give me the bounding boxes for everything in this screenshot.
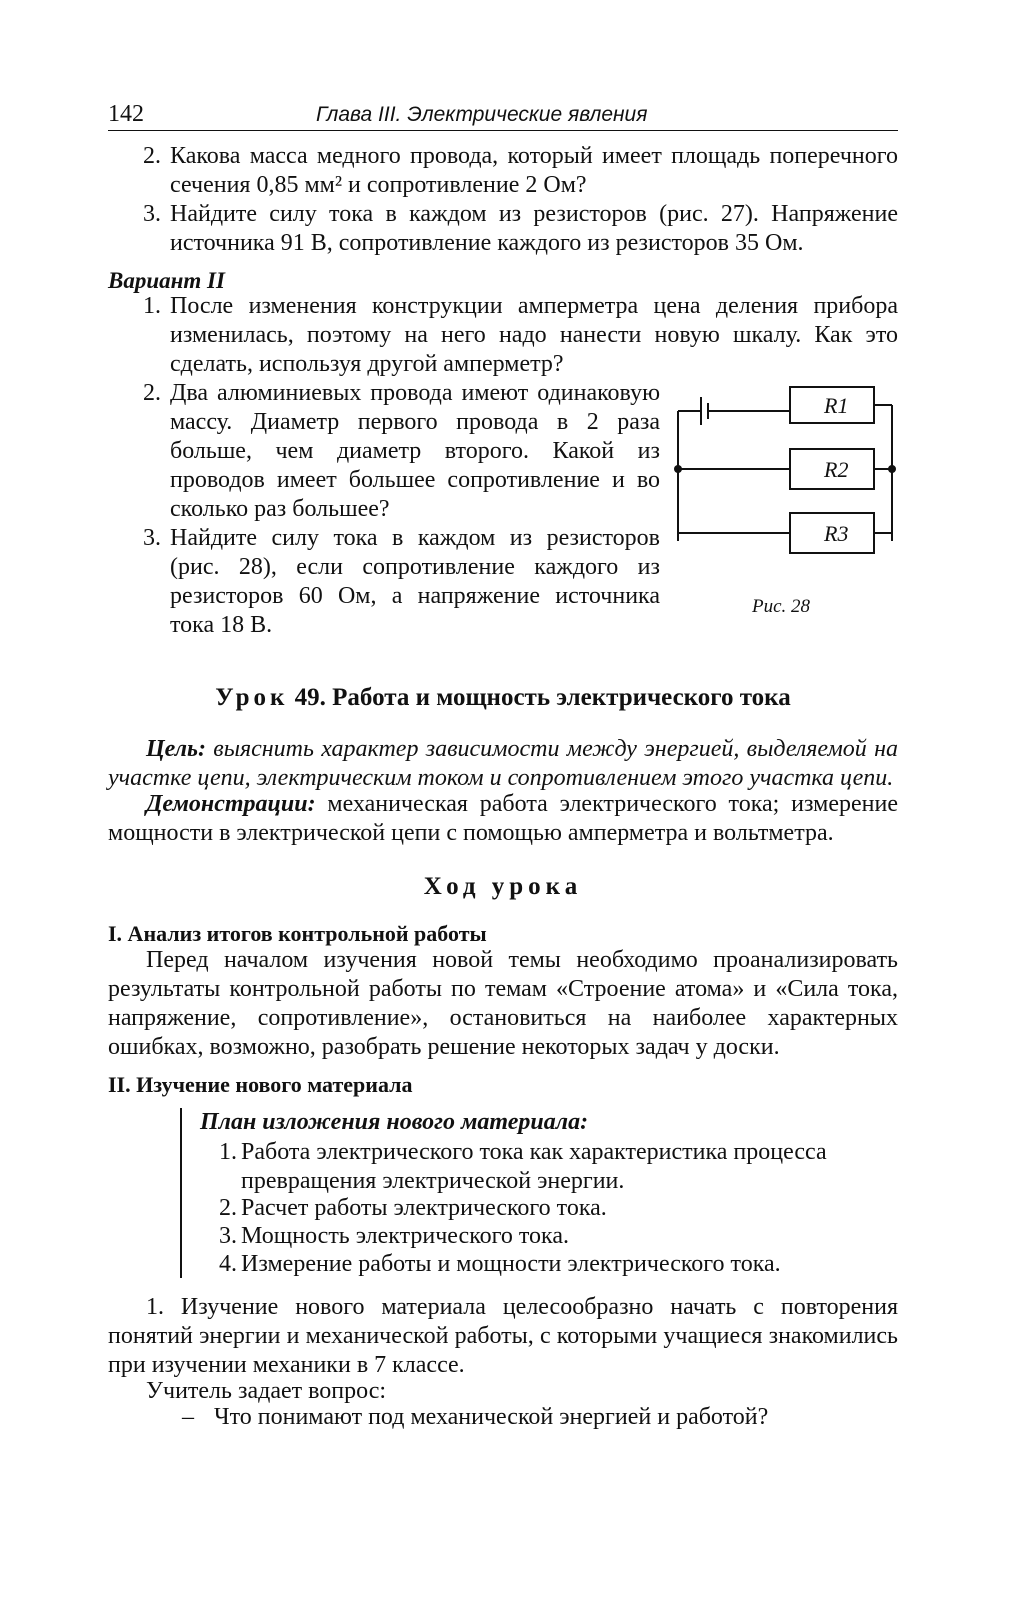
task-text: Найдите силу тока в каждом из резисторов (рис. 28), если сопротивление каждого из резисторов 60 Ом, а напряжение источника тока 18 В. — [170, 525, 660, 638]
question-dash: – — [182, 1404, 194, 1430]
plan-item-number: 4. — [219, 1251, 237, 1277]
plan-box — [180, 1108, 900, 1278]
plan-item-number: 3. — [219, 1223, 237, 1249]
plan-item-number: 1. — [219, 1139, 237, 1165]
lesson-title — [108, 683, 898, 712]
goal-text: выяснить характер зависимости между энергией, выделяемой на участке цепи, электрическим током и сопротивлением этого участка цепи. — [108, 736, 898, 791]
r3-label-text: R3 — [824, 521, 849, 546]
variant-one-tasks — [108, 142, 898, 258]
plan-item-number: 2. — [219, 1195, 237, 1221]
r3-label — [823, 521, 848, 546]
plan-item — [219, 1194, 899, 1223]
r2-label — [823, 457, 848, 482]
plan-title: План изложения нового материала: — [200, 1109, 589, 1135]
task-item — [108, 292, 898, 379]
section-heading-1: I. Анализ итогов контрольной работы — [108, 921, 487, 946]
plan-item-text: Расчет работы электрического тока. — [241, 1195, 607, 1221]
question-text: Что понимают под механической энергией и работой? — [214, 1404, 769, 1430]
task-text: После изменения конструкции амперметра цена деления прибора изменилась, поэтому на него надо нанести новую шкалу. Как это сделать, используя другой амперметр? — [170, 293, 898, 377]
task-number: 3. — [143, 525, 161, 551]
plan-item-text: Работа электрического тока как характеристика процесса превращения электрической энергии. — [241, 1139, 827, 1194]
task-item — [108, 142, 898, 200]
variant-two-task-1 — [108, 292, 898, 379]
task-text: Найдите силу тока в каждом из резисторов (рис. 27). Напряжение источника 91 В, сопротивление каждого из резисторов 35 Ом. — [170, 201, 898, 256]
circuit-diagram — [668, 373, 908, 563]
task-number: 3. — [143, 201, 161, 227]
lesson-title-text: 49. Работа и мощность электрического тока — [288, 684, 791, 711]
figure-caption: Рис. 28 — [752, 596, 811, 617]
question-line — [182, 1403, 768, 1432]
plan-item — [219, 1138, 899, 1196]
closing-paragraph: 1. Изучение нового материала целесообразно начать с повторения понятий энергии и механической работы, с которыми учащиеся знакомились при изучении механики в 7 классе. — [108, 1294, 898, 1378]
teacher-line: Учитель задает вопрос: — [146, 1378, 387, 1404]
task-number: 2. — [143, 143, 161, 169]
task-text: Два алюминиевых провода имеют одинаковую массу. Диаметр первого провода в 2 раза больше, чем диаметр второго. Какой из проводов имеет большее сопротивление и во сколько раз большее? — [170, 380, 660, 522]
demo-text: механическая работа электрического тока; измерение мощности в электрической цепи с помощью амперметра и вольтметра. — [108, 791, 898, 846]
section-1-paragraph: Перед началом изучения новой темы необходимо проанализировать результаты контрольной работы по темам «Строение атома» и «Сила тока, напряжение, сопротивление», остановиться на наиболее характерных ошибках, возможно, разобрать решение некоторых задач у доски. — [108, 947, 898, 1060]
task-item — [108, 379, 660, 524]
junction-dot — [674, 465, 682, 473]
course-title: Ход урока — [423, 873, 583, 900]
variant-two-tasks-narrow — [108, 379, 660, 640]
junction-dot — [888, 465, 896, 473]
section-heading-2: II. Изучение нового материала — [108, 1072, 413, 1097]
r2-label-text: R2 — [824, 457, 849, 482]
task-number: 1. — [143, 293, 161, 319]
lesson-demonstrations — [108, 790, 898, 848]
page-header — [108, 100, 898, 131]
variant-title: Вариант II — [108, 268, 225, 293]
demo-label: Демонстрации: — [146, 791, 316, 817]
task-item — [108, 200, 898, 258]
page-number: 142 — [108, 101, 144, 127]
task-item — [108, 524, 660, 640]
r1-label — [823, 393, 848, 418]
plan-item — [219, 1250, 899, 1279]
plan-item-text: Мощность электрического тока. — [241, 1223, 569, 1249]
task-text: Какова масса медного провода, который имеет площадь поперечного сечения 0,85 мм² и сопротивление 2 Ом? — [170, 143, 898, 198]
running-head: Глава III. Электрические явления — [316, 103, 648, 126]
lesson-prefix: Урок — [215, 684, 289, 711]
plan-item-text: Измерение работы и мощности электрического тока. — [241, 1251, 781, 1277]
task-number: 2. — [143, 380, 161, 406]
goal-label: Цель: — [146, 736, 206, 762]
r1-label-text: R1 — [824, 393, 849, 418]
lesson-goal — [108, 735, 898, 793]
plan-item — [219, 1222, 899, 1251]
